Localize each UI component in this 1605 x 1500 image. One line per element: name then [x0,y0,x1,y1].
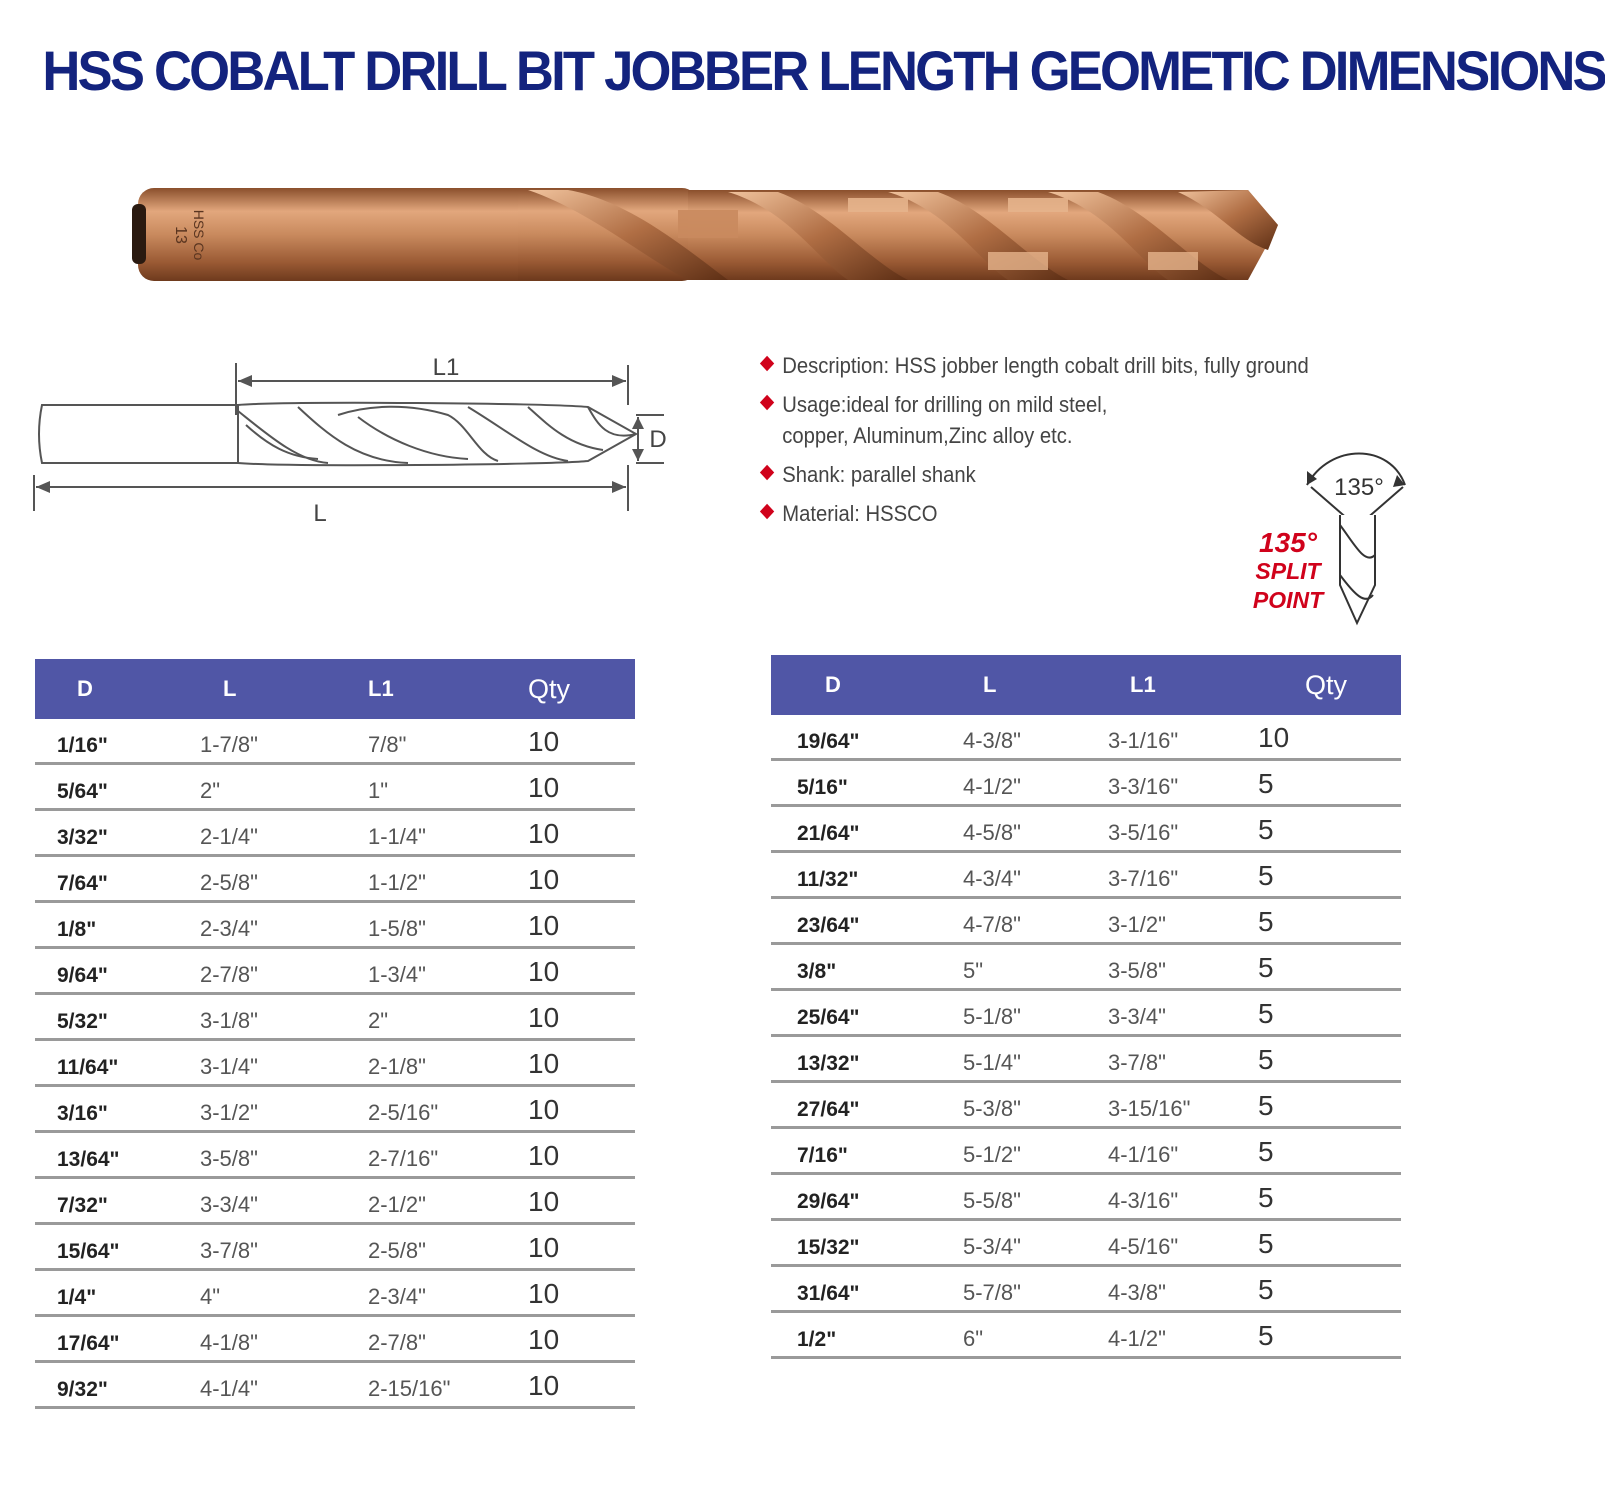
cell-qty: 10 [1258,722,1290,753]
cell-d: 13/64" [57,1148,120,1171]
cell-l1: 3-15/16" [1108,1096,1191,1121]
label-d: D [649,426,667,453]
cell-l: 4-1/2" [963,774,1021,799]
cell-l: 4" [200,1284,221,1309]
cell-d: 9/32" [57,1378,108,1401]
cell-qty: 10 [528,1232,560,1263]
label-l1: L1 [432,354,460,381]
cell-qty: 10 [528,1278,560,1309]
cell-l1: 2-1/8" [368,1054,426,1079]
cell-l1: 1-1/4" [368,824,426,849]
cell-l: 2-5/8" [200,870,258,895]
dimension-table-left [35,659,635,1409]
header-qty: Qty [1305,669,1348,700]
table-row [35,1087,635,1133]
cell-d: 5/16" [797,776,848,799]
table-row [35,1133,635,1179]
cell-l1: 2-5/8" [368,1238,426,1263]
cell-l: 4-1/8" [200,1330,258,1355]
cell-d: 3/16" [57,1102,108,1125]
table-row [35,949,635,995]
cell-d: 9/64" [57,964,108,987]
table-row [771,761,1401,807]
bullet-diamond-icon [760,504,774,520]
cell-l: 4-5/8" [963,820,1021,845]
cell-qty: 10 [528,956,560,987]
cell-d: 13/32" [797,1052,860,1075]
cell-d: 11/64" [57,1056,119,1079]
cell-l1: 1" [368,778,389,803]
cell-l: 5-7/8" [963,1280,1021,1305]
cell-l: 4-3/8" [963,728,1021,753]
cell-l: 4-1/4" [200,1376,258,1401]
cell-d: 21/64" [797,822,860,845]
cell-d: 29/64" [797,1190,860,1213]
cell-qty: 5 [1258,952,1274,983]
cell-qty: 10 [528,1094,560,1125]
cell-d: 7/32" [57,1194,108,1217]
cell-qty: 10 [528,818,560,849]
bullet-diamond-icon [760,395,774,411]
cell-l: 3-7/8" [200,1238,258,1263]
table-row [35,719,635,765]
cell-l: 5-1/8" [963,1004,1021,1029]
cell-l1: 3-5/16" [1108,820,1179,845]
engraving-material: HSS Co [191,209,207,261]
page-title: HSS COBALT DRILL BIT JOBBER LENGTH GEOMETIC DIMENSIONS [42,39,1605,102]
cell-l1: 2-1/2" [368,1192,426,1217]
cell-d: 19/64" [797,730,860,753]
table-row [35,857,635,903]
cell-qty: 10 [528,1140,560,1171]
spec-description: Description: HSS jobber length cobalt drill bits, fully ground [762,350,1332,381]
cell-l: 3-1/8" [200,1008,258,1033]
cell-l: 6" [963,1326,984,1351]
table-row [771,1313,1401,1359]
table-row [771,1175,1401,1221]
cell-l1: 4-3/16" [1108,1188,1179,1213]
table-row [771,899,1401,945]
cell-qty: 5 [1258,1228,1274,1259]
table-row [35,765,635,811]
table-row [771,807,1401,853]
cell-qty: 5 [1258,1320,1274,1351]
cell-qty: 10 [528,1370,560,1401]
header-d: D [77,676,93,701]
cell-d: 1/8" [57,918,97,941]
table-row [771,1221,1401,1267]
cell-l1: 4-3/8" [1108,1280,1166,1305]
cell-d: 7/64" [57,872,108,895]
header-l1: L1 [368,676,394,701]
cell-qty: 5 [1258,1044,1274,1075]
cell-l1: 2-15/16" [368,1376,451,1401]
cell-l1: 2-7/8" [368,1330,426,1355]
cell-l1: 7/8" [368,732,407,757]
cell-l: 4-3/4" [963,866,1021,891]
cell-qty: 10 [528,864,560,895]
cell-qty: 5 [1258,860,1274,891]
dimension-diagram [28,345,688,530]
engraving-size: 13 [172,226,189,244]
cell-qty: 5 [1258,1136,1274,1167]
cell-l: 3-1/4" [200,1054,258,1079]
table-row [35,903,635,949]
cell-l: 3-3/4" [200,1192,258,1217]
cell-d: 3/32" [57,826,108,849]
cell-l1: 3-1/2" [1108,912,1166,937]
cell-l: 2-7/8" [200,962,258,987]
cell-l: 2-3/4" [200,916,258,941]
table-row [771,1267,1401,1313]
cell-d: 27/64" [797,1098,860,1121]
cell-l1: 3-7/8" [1108,1050,1166,1075]
cell-l1: 3-3/4" [1108,1004,1166,1029]
cell-l: 1-7/8" [200,732,258,757]
cell-l1: 2-7/16" [368,1146,439,1171]
cell-l1: 2" [368,1008,389,1033]
table-row [35,1363,635,1409]
cell-l: 3-1/2" [200,1100,258,1125]
spec-shank: Shank: parallel shank [762,459,1332,490]
bullet-diamond-icon [760,465,774,481]
table-row [35,995,635,1041]
cell-l: 2" [200,778,221,803]
table-row [771,715,1401,761]
table-row [771,1083,1401,1129]
cell-l1: 4-5/16" [1108,1234,1179,1259]
cell-qty: 10 [528,772,560,803]
table-header [771,655,1401,715]
cell-qty: 10 [528,1186,560,1217]
cell-d: 1/4" [57,1286,97,1309]
cell-l1: 2-5/16" [368,1100,439,1125]
table-row [771,1037,1401,1083]
header-l: L [983,672,997,697]
cell-l: 5-1/4" [963,1050,1021,1075]
header-l1: L1 [1130,672,1156,697]
cell-l1: 3-7/16" [1108,866,1179,891]
cell-qty: 5 [1258,814,1274,845]
cell-d: 17/64" [57,1332,120,1355]
cell-d: 11/32" [797,868,859,891]
spec-material: Material: HSSCO [762,498,1332,529]
cell-qty: 10 [528,726,560,757]
cell-qty: 10 [528,1002,560,1033]
table-row [35,1271,635,1317]
cell-d: 3/8" [797,960,837,983]
dimension-table-right [771,655,1401,1359]
cell-l: 4-7/8" [963,912,1021,937]
cell-qty: 10 [528,1324,560,1355]
table-row [771,1129,1401,1175]
table-row [35,1041,635,1087]
split-point-label: 135° SPLIT POINT [1252,527,1324,613]
cell-d: 15/64" [57,1240,120,1263]
header-l: L [223,676,237,701]
cell-qty: 5 [1258,1274,1274,1305]
table-row [35,1225,635,1271]
cell-d: 23/64" [797,914,860,937]
cell-l1: 1-5/8" [368,916,426,941]
header-d: D [825,672,841,697]
table-row [35,1179,635,1225]
cell-l: 3-5/8" [200,1146,258,1171]
cell-l1: 3-5/8" [1108,958,1166,983]
cell-d: 7/16" [797,1144,848,1167]
cell-l1: 3-3/16" [1108,774,1179,799]
cell-l1: 1-3/4" [368,962,426,987]
split-angle-label: 135° [1334,474,1384,501]
label-l: L [313,500,327,527]
cell-d: 1/16" [57,734,108,757]
cell-d: 5/32" [57,1010,108,1033]
cell-l1: 4-1/2" [1108,1326,1166,1351]
cell-qty: 5 [1258,1182,1274,1213]
cell-qty: 5 [1258,1090,1274,1121]
cell-l: 5-3/8" [963,1096,1021,1121]
cell-qty: 5 [1258,768,1274,799]
table-row [771,991,1401,1037]
table-row [771,945,1401,991]
cell-d: 1/2" [797,1328,837,1351]
table-row [771,853,1401,899]
spec-usage: Usage:ideal for drilling on mild steel, copper, Aluminum,Zinc alloy etc. [762,389,1332,451]
table-header [35,659,635,719]
table-row [35,1317,635,1363]
cell-l: 5" [963,958,984,983]
table-row [35,811,635,857]
header-qty: Qty [528,673,571,704]
cell-d: 5/64" [57,780,108,803]
cell-l: 2-1/4" [200,824,258,849]
cell-l: 5-1/2" [963,1142,1021,1167]
cell-d: 15/32" [797,1236,860,1259]
cell-qty: 5 [1258,998,1274,1029]
cell-qty: 5 [1258,906,1274,937]
bullet-diamond-icon [760,356,774,372]
drill-bit-photo [128,180,1288,290]
cell-qty: 10 [528,1048,560,1079]
cell-l: 5-5/8" [963,1188,1021,1213]
cell-d: 31/64" [797,1282,860,1305]
cell-l1: 2-3/4" [368,1284,426,1309]
cell-qty: 10 [528,910,560,941]
cell-l1: 4-1/16" [1108,1142,1179,1167]
cell-l1: 3-1/16" [1108,728,1179,753]
cell-d: 25/64" [797,1006,860,1029]
cell-l: 5-3/4" [963,1234,1021,1259]
cell-l1: 1-1/2" [368,870,426,895]
